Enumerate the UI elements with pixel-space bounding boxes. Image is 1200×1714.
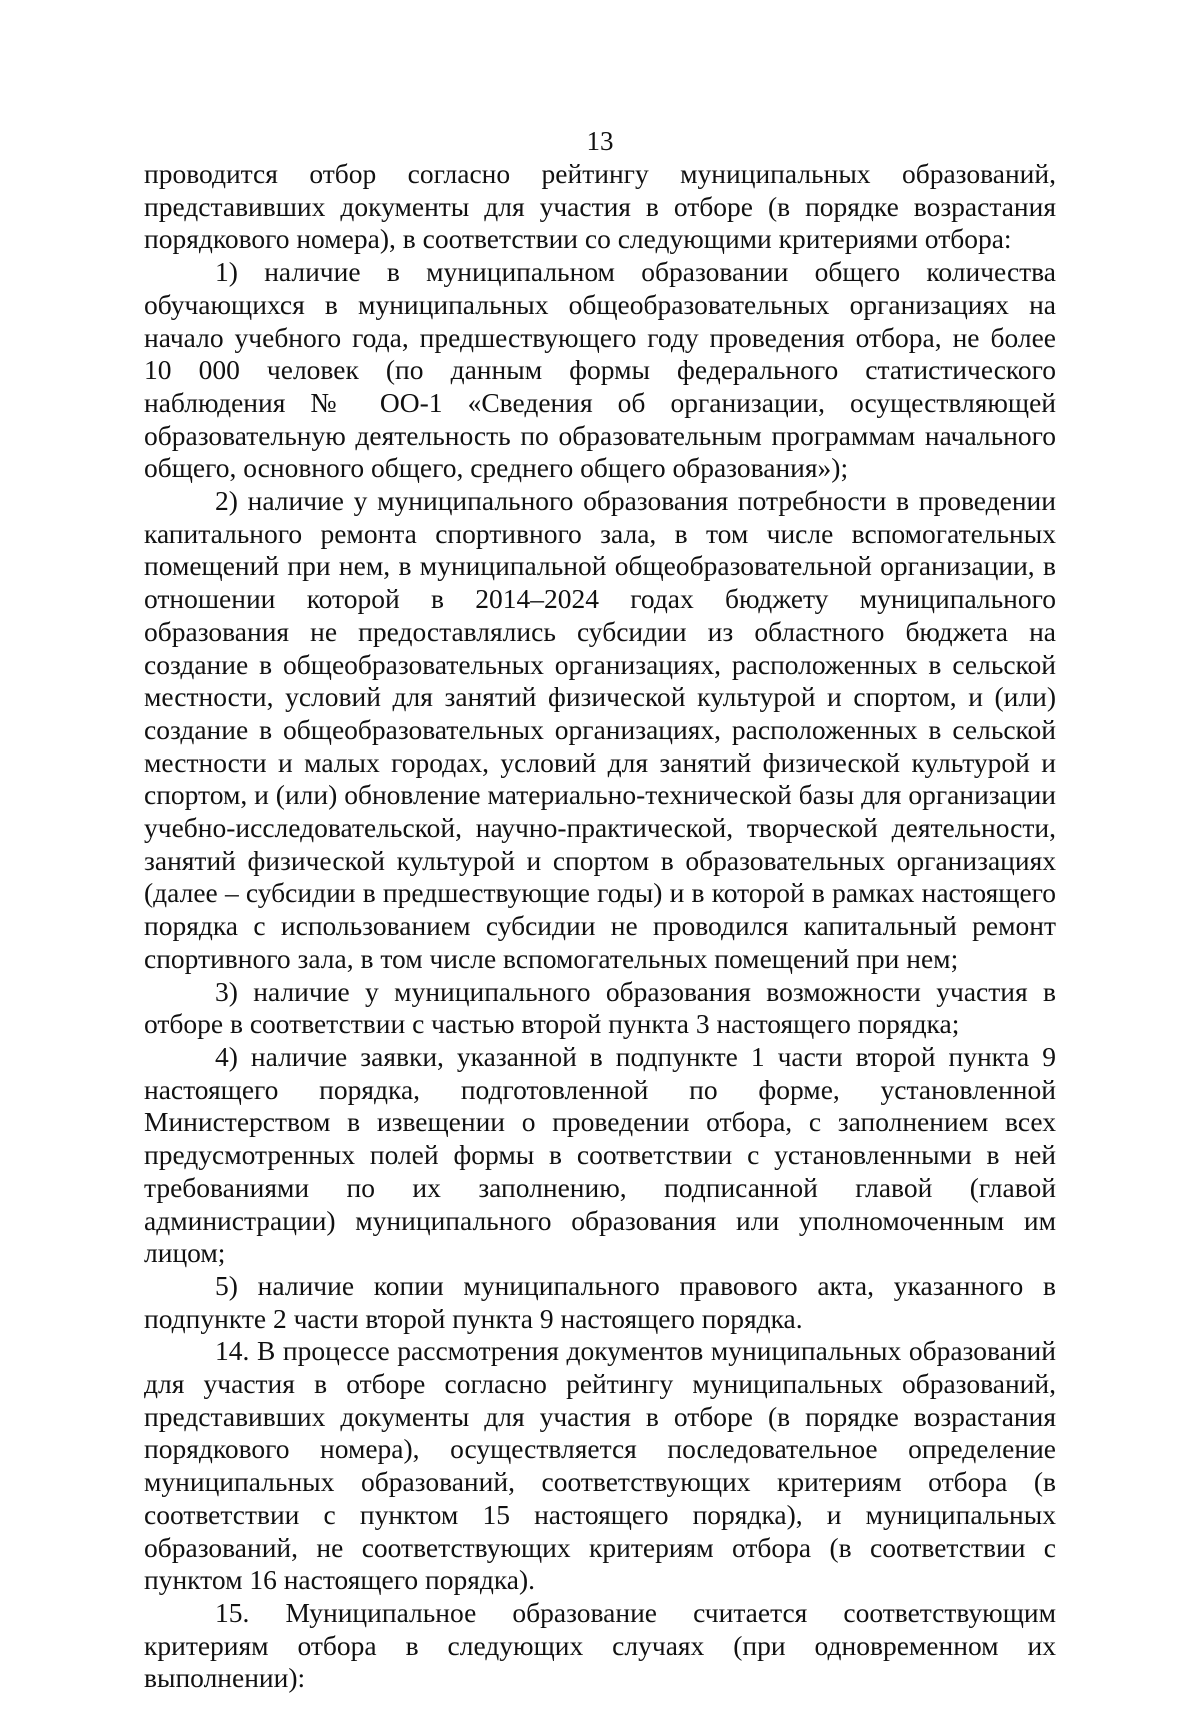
paragraph-continuation: проводится отбор согласно рейтингу муниципальных образований, представивших документы для участия в отборе (в порядке возрастания порядкового номера), в соответствии со следующими критериями отбора: bbox=[144, 158, 1056, 255]
criterion-2-paragraph: 2) наличие у муниципального образования потребности в проведении капитального ремонта спортивного зала, в том числе вспомогательных помещений при нем, в муниципальной общеобразовательной организации, в отношении которой в 2014–2024 годах бюджету муниципального образования не предоставлялись субсидии из областного бюджета на создание в общеобразовательных организациях, расположенных в сельской местности, условий для занятий физической культурой и спортом, и (или) создание в общеобразовательных организациях, расположенных в сельской местности и малых городах, условий для занятий физической культурой и спортом, и (или) обновление материально-технической базы для организации учебно-исследовательской, научно-практической, творческой деятельности, занятий физической культурой и спортом в образовательных организациях (далее – субсидии в предшествующие годы) и в которой в рамках настоящего порядка с использованием субсидии не проводился капитальный ремонт спортивного зала, в том числе вспомогательных помещений при нем; bbox=[144, 485, 1056, 974]
criterion-1-paragraph: 1) наличие в муниципальном образовании общего количества обучающихся в муниципальных общеобразовательных организациях на начало учебного года, предшествующего году проведения отбора, не более 10 000 человек (по данным формы федерального статистического наблюдения № ОО-1 «Сведения об организации, осуществляющей образовательную деятельность по образовательным программам начального общего, основного общего, среднего общего образования»); bbox=[144, 256, 1056, 484]
document-body bbox=[144, 158, 1056, 1695]
page-number: 13 bbox=[586, 126, 614, 156]
clause-14-paragraph: 14. В процессе рассмотрения документов муниципальных образований для участия в отборе согласно рейтингу муниципальных образований, представивших документы для участия в отборе (в порядке возрастания порядкового номера), осуществляется последовательное определение муниципальных образований, соответствующих критериям отбора (в соответствии с пунктом 15 настоящего порядка), и муниципальных образований, не соответствующих критериям отбора (в соответствии с пунктом 16 настоящего порядка). bbox=[144, 1335, 1056, 1596]
clause-15-paragraph: 15. Муниципальное образование считается соответствующим критериям отбора в следующих случаях (при одновременном их выполнении): bbox=[144, 1596, 1056, 1694]
criterion-3-paragraph: 3) наличие у муниципального образования возможности участия в отборе в соответствии с частью второй пункта 3 настоящего порядка; bbox=[144, 975, 1056, 1040]
criterion-5-paragraph: 5) наличие копии муниципального правового акта, указанного в подпункте 2 части второй пункта 9 настоящего порядка. bbox=[144, 1269, 1056, 1334]
criterion-4-paragraph: 4) наличие заявки, указанной в подпункте 1 части второй пункта 9 настоящего порядка, подготовленной по форме, установленной Министерством в извещении о проведении отбора, с заполнением всех предусмотренных полей формы в соответствии с установленными в ней требованиями по их заполнению, подписанной главой (главой администрации) муниципального образования или уполномоченным им лицом; bbox=[144, 1040, 1056, 1269]
